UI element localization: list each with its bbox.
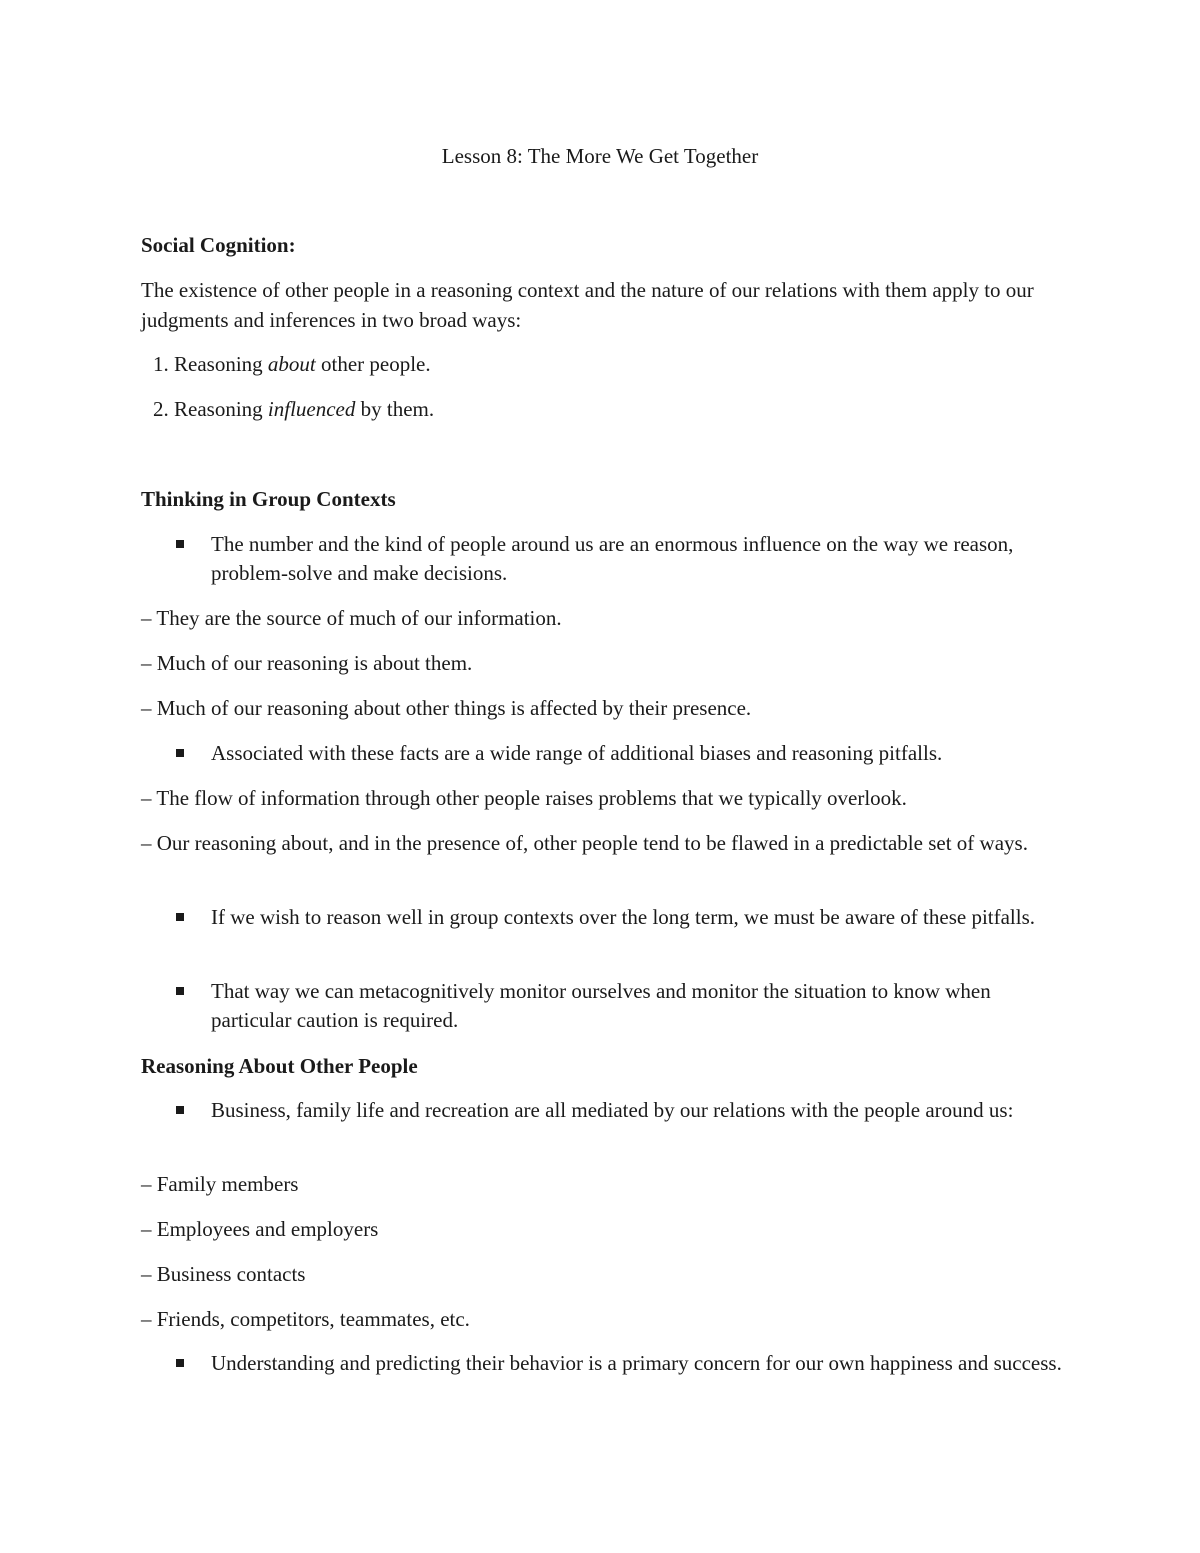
item-text-em: about [267,352,316,376]
dash-item: – Family members [141,1172,299,1196]
numbered-item-1 [153,349,431,379]
item-number: 2. [153,397,169,421]
dash-item: – Friends, competitors, teammates, etc. [141,1307,470,1331]
heading-social-cognition: Social Cognition: [141,233,296,257]
bullet-text: The number and the kind of people around us are an enormous influence on the way we reason, problem-solve and make decisions. [211,532,1014,585]
dash-item: – Employees and employers [141,1217,379,1241]
bullet-text: If we wish to reason well in group contexts over the long term, we must be aware of these pitfalls. [211,905,1036,929]
bullet-text: That way we can metacognitively monitor ourselves and monitor the situation to know when particular caution is required. [211,979,991,1032]
square-bullet-icon [176,540,184,548]
item-text-em: influenced [267,397,356,421]
document-title: Lesson 8: The More We Get Together [441,144,759,168]
item-text-post: by them. [355,397,435,421]
square-bullet-icon [176,987,184,995]
square-bullet-icon [176,913,184,921]
square-bullet-icon [176,1106,184,1114]
bullet-text: Associated with these facts are a wide range of additional biases and reasoning pitfalls. [211,741,943,765]
dash-item: – They are the source of much of our information. [141,606,562,630]
bullet-text: Business, family life and recreation are all mediated by our relations with the people around us: [211,1098,1014,1122]
bullet-text: Understanding and predicting their behavior is a primary concern for our own happiness and success. [211,1351,1062,1375]
dash-item: – Our reasoning about, and in the presence of, other people tend to be flawed in a predictable set of ways. [141,831,1028,855]
heading-about-other-people: Reasoning About Other People [141,1054,418,1078]
item-text-pre: Reasoning [174,397,268,421]
dash-item: – Much of our reasoning about other things is affected by their presence. [141,696,752,720]
square-bullet-icon [176,749,184,757]
item-number: 1. [153,352,169,376]
dash-item: – Business contacts [141,1262,306,1286]
dash-item: – The flow of information through other people raises problems that we typically overlook. [141,786,907,810]
heading-group-contexts: Thinking in Group Contexts [141,487,396,511]
numbered-item-2 [153,394,434,424]
social-cognition-intro: The existence of other people in a reasoning context and the nature of our relations with them apply to our judgments and inferences in two broad ways: [141,278,1034,332]
item-text-post: other people. [315,352,431,376]
item-text-pre: Reasoning [174,352,268,376]
dash-item: – Much of our reasoning is about them. [141,651,473,675]
square-bullet-icon [176,1359,184,1367]
